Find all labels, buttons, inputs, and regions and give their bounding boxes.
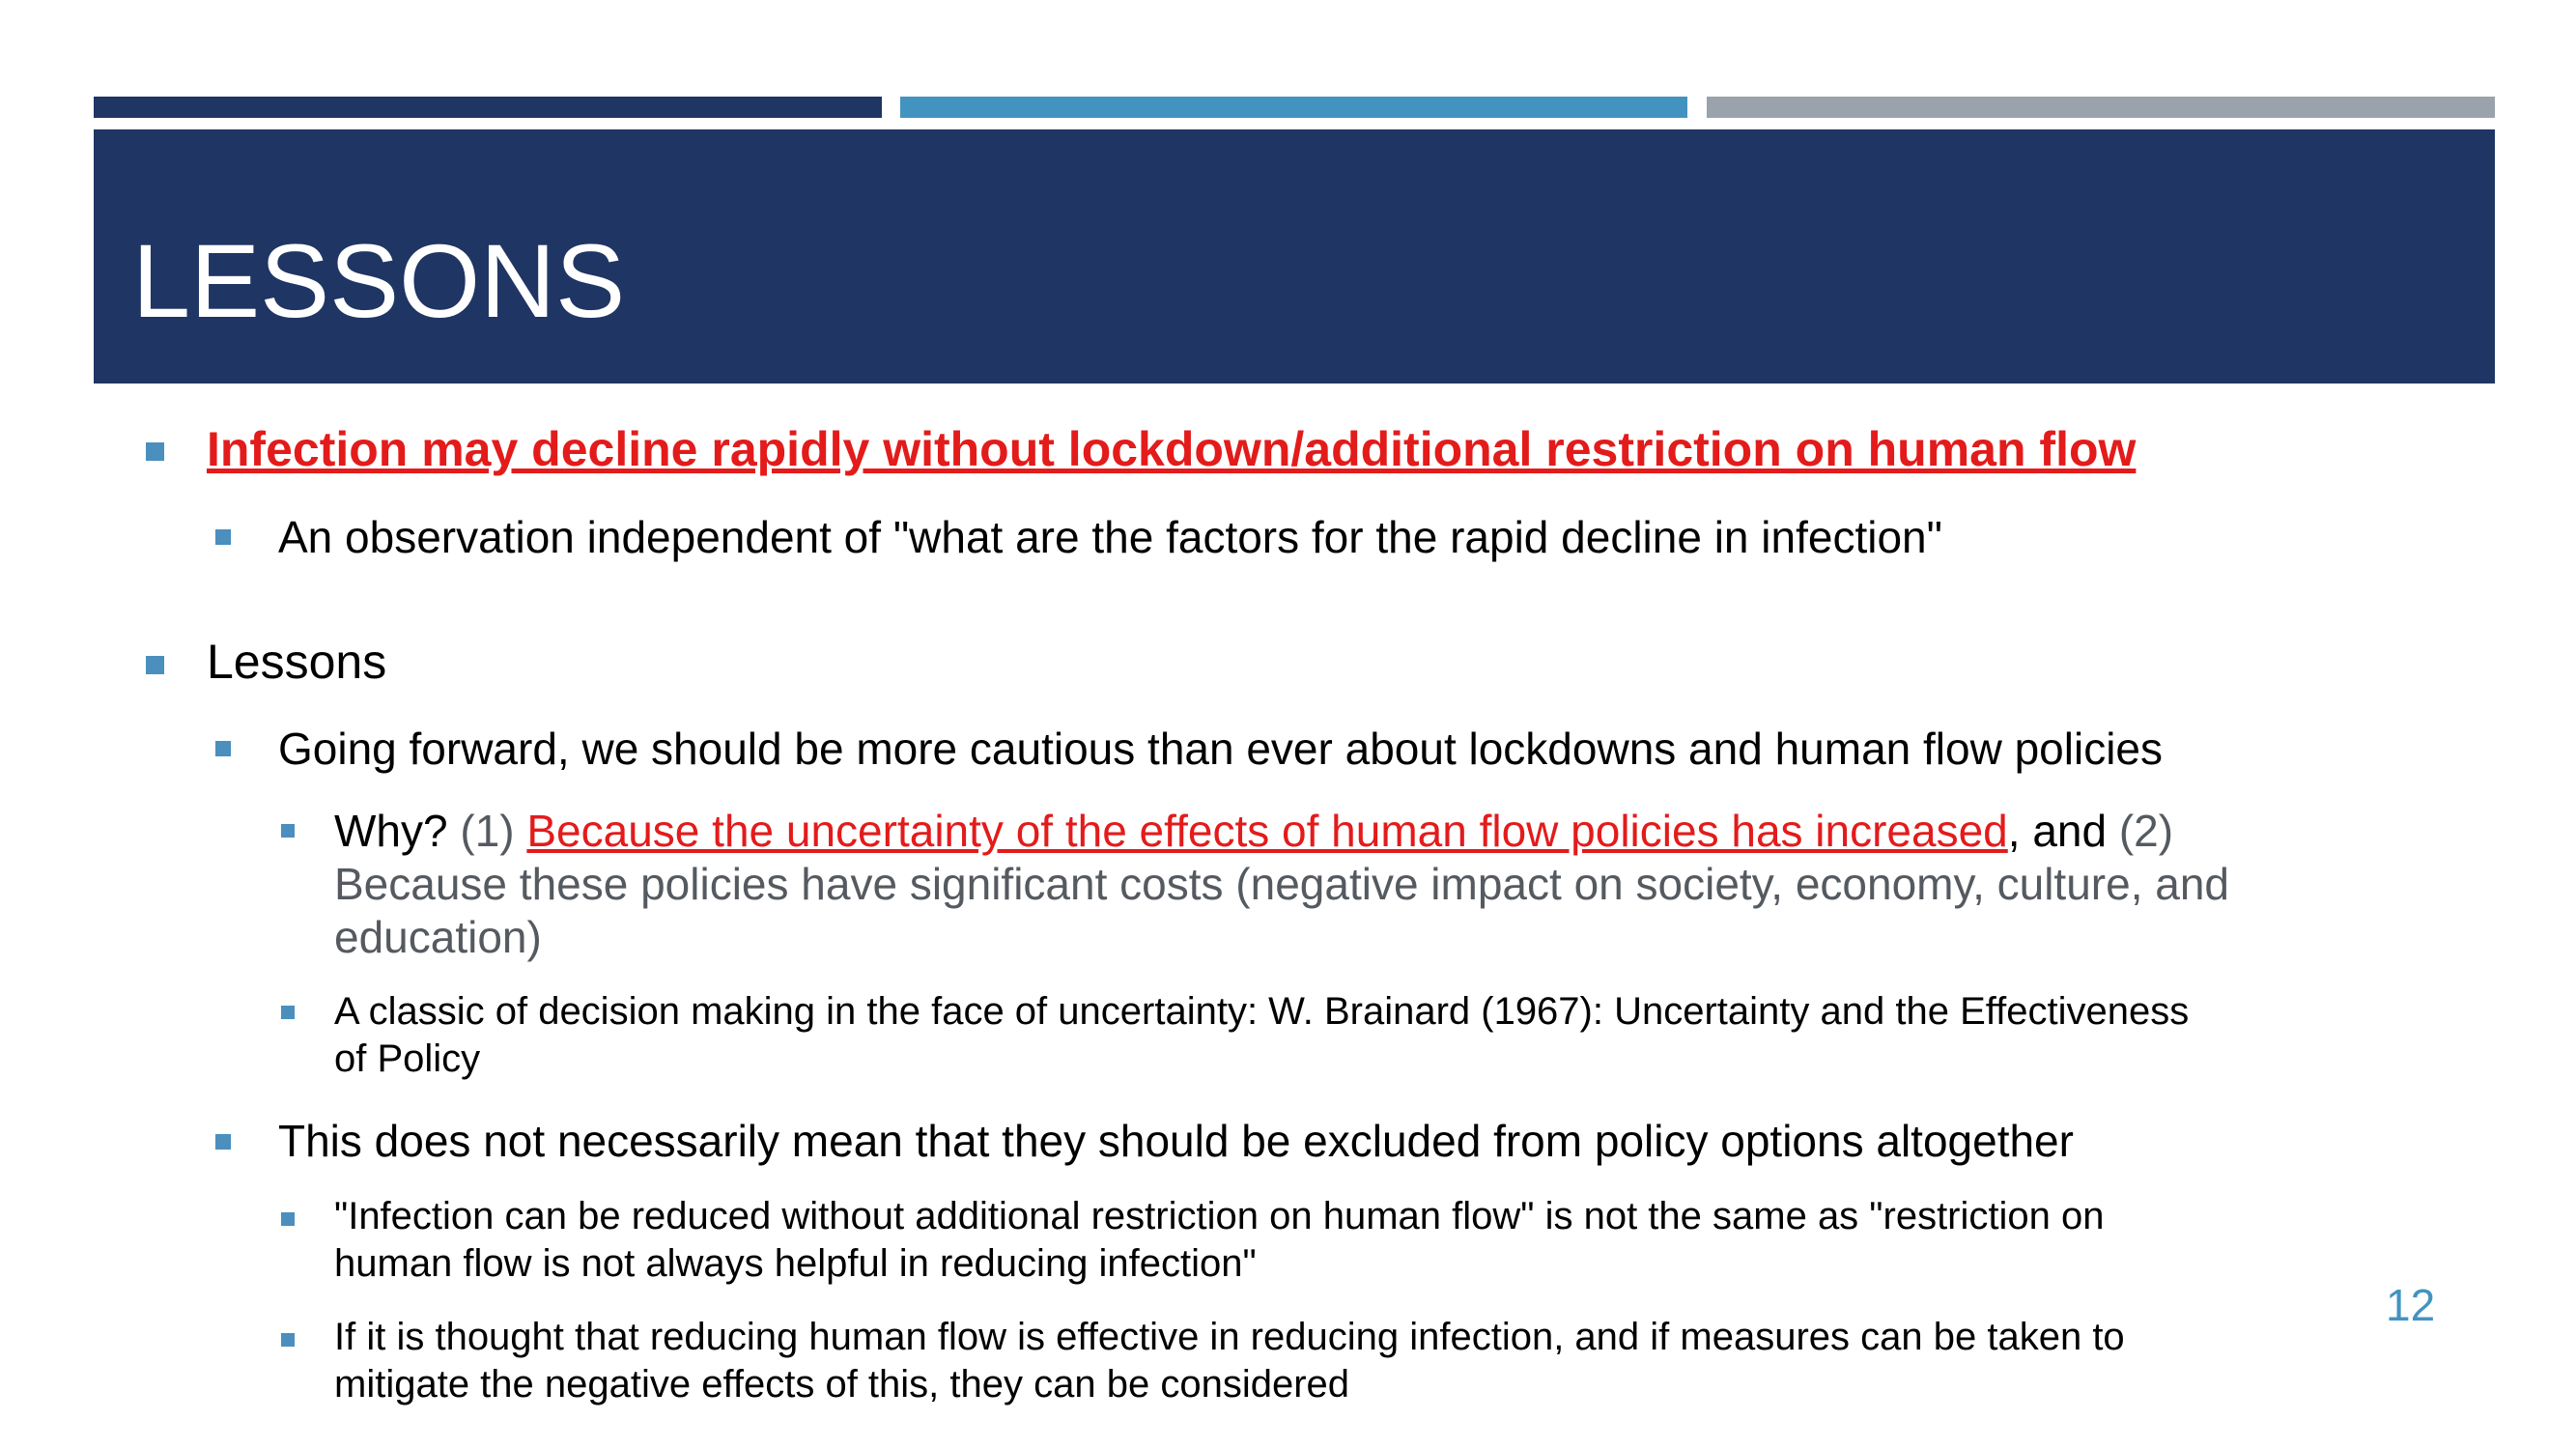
bullet-square-icon [215,741,231,756]
bullet-lessons: Lessons [207,635,387,689]
bullet-square-icon [215,529,231,545]
bullet-square-icon [281,824,295,838]
main-finding-text: Infection may decline rapidly without lockdown/additional restriction on human flow [207,422,2137,476]
bullet-square-icon [146,656,164,674]
bullet-considered-line1: If it is thought that reducing human flow is effective in reducing infection, and if measures can be taken to [334,1316,2125,1358]
why-number-1: (1) [447,806,527,856]
bullet-going-forward: Going forward, we should be more cautious than ever about lockdowns and human flow policies [278,724,2164,774]
bullet-square-icon [281,1006,295,1019]
bullet-square-icon [281,1212,295,1226]
why-and: , and [2007,806,2108,856]
bullet-main-finding [207,422,2136,478]
bullet-considered-line2: mitigate the negative effects of this, they can be considered [334,1363,1350,1406]
bullet-not-same-line1: "Infection can be reduced without additional restriction on human flow" is not the same as "restriction on [334,1195,2105,1237]
bullet-why [334,806,2173,857]
bullet-square-icon [215,1134,231,1150]
why-reason-1: Because the uncertainty of the effects of human flow policies has increased [526,806,2008,856]
page-number: 12 [2386,1280,2436,1330]
bullet-square-icon [281,1333,295,1347]
bullet-observation: An observation independent of "what are the factors for the rapid decline in infection" [278,512,1942,562]
why-reason-2-line2: education) [334,912,542,962]
bullet-brainard-line1: A classic of decision making in the face of uncertainty: W. Brainard (1967): Uncertainty and the Effectiveness [334,990,2190,1033]
bullet-not-same-line2: human flow is not always helpful in reducing infection" [334,1242,1257,1285]
why-reason-2-line1: Because these policies have significant costs (negative impact on society, economy, culture, and [334,859,2230,909]
bullet-not-excluded: This does not necessarily mean that they should be excluded from policy options altogether [278,1116,2074,1166]
bullet-brainard-line2: of Policy [334,1037,481,1080]
bullet-square-icon [146,442,164,461]
slide-title: LESSONS [132,222,626,339]
why-label: Why? [334,806,448,856]
why-number-2: (2) [2107,806,2174,856]
